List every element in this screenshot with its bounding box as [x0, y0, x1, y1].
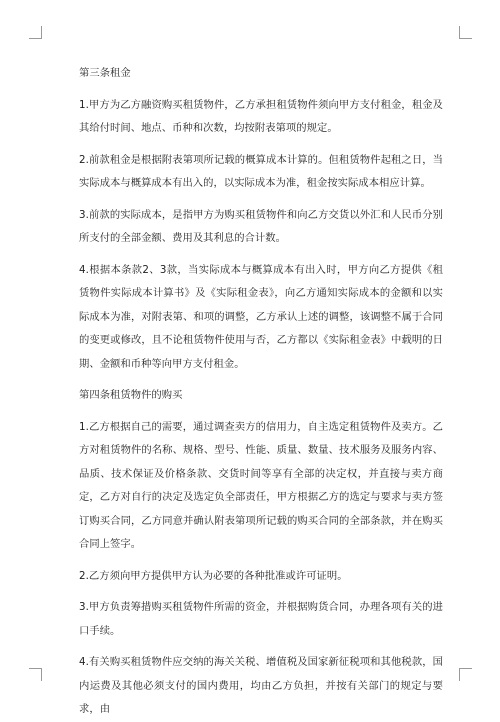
- section-3-paragraph-1: [79, 94, 443, 141]
- section-3-paragraph-4-text: 4.根据本条款2、3款，当实际成本与概算成本有出入时，甲方向乙方提供《租赁物件实际成本计算书》及《实际租金表》，向乙方通知实际成本的金额和以实际成本为准，对附表第、和项的调整，乙方承认上述的调整，该调整不属于合同的变更或修改，且不论租赁物件使用与否，乙方都以《实际租金表》中载明的日期、金额和币种等向甲方支付租金。: [79, 263, 443, 370]
- crop-mark-top-right: [459, 26, 472, 39]
- section-3-paragraph-2: [79, 149, 443, 196]
- section-4-paragraph-2-text: 2.乙方须向甲方提供甲方认为必要的各种批准或许可证明。: [79, 569, 348, 582]
- section-3-paragraph-3-text: 3.前款的实际成本，是指甲方为购买租赁物件和向乙方交货以外汇和人民币分别所支付的全部金额、费用及其利息的合计数。: [79, 208, 443, 244]
- crop-mark-bottom-right: [459, 668, 472, 681]
- section-4-paragraph-3-text: 3.甲方负责筹措购买租赁物件所需的资金，并根据购货合同，办理各项有关的进口手续。: [79, 601, 443, 637]
- document-body: [79, 62, 443, 722]
- crop-mark-bottom-left: [29, 668, 42, 681]
- crop-mark-top-left: [29, 26, 42, 39]
- section-4-paragraph-4-text: 4.有关购买租赁物件应交纳的海关关税、增值税及国家新征税项和其他税款，国内运费及其他必须支付的国内费用，均由乙方负担，并按有关部门的规定与要求，由: [79, 656, 443, 715]
- section-3-heading: 第三条租金: [79, 67, 131, 79]
- section-3-paragraph-4: [79, 259, 443, 377]
- section-4-heading: 第四条租赁物件的购买: [79, 389, 183, 401]
- section-3-paragraph-2-text: 2.前款租金是根据附表第项所记载的概算成本计算的。但租赁物件起租之日，当实际成本与概算成本有出入的，以实际成本为准，租金按实际成本相应计算。: [79, 153, 443, 189]
- section-4-paragraph-3: [79, 596, 443, 643]
- section-4-paragraph-2: [79, 565, 443, 589]
- section-3-paragraph-3: [79, 204, 443, 251]
- section-4-paragraph-4: [79, 651, 443, 722]
- section-4-paragraph-1: [79, 416, 443, 557]
- section-3-paragraph-1-text: 1.甲方为乙方融资购买租赁物件，乙方承担租赁物件须向甲方支付租金，租金及其给付时间、地点、币种和次数，均按附表第项的规定。: [79, 98, 443, 134]
- section-4-paragraph-1-text: 1.乙方根据自己的需要，通过调查卖方的信用力，自主选定租赁物件及卖方。乙方对租赁物件的名称、规格、型号、性能、质量、数量、技术服务及服务内容、品质、技术保证及价格条款、交货时间等享有全部的决定权，并直接与卖方商定，乙方对自行的决定及选定负全部责任，甲方根据乙方的选定与要求与卖方签订购买合同，乙方同意并确认附表第项所记载的购买合同的全部条款，并在购买合同上签字。: [79, 420, 443, 550]
